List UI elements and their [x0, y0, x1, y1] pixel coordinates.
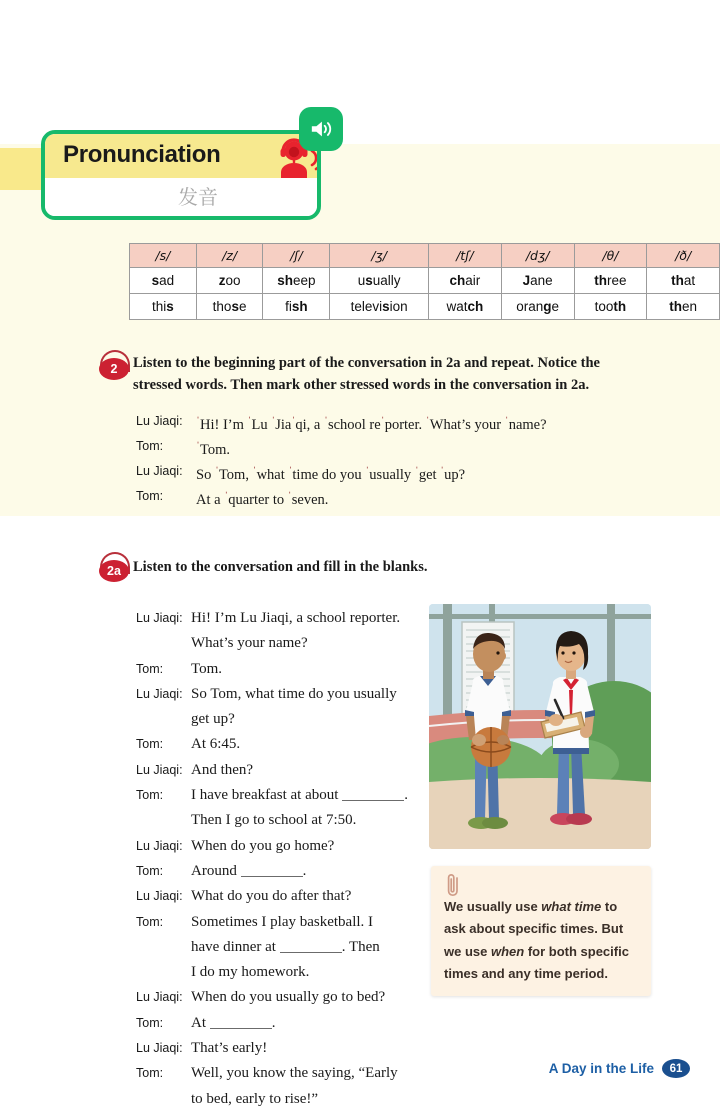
dialogue-speaker	[136, 707, 191, 731]
phonetics-word-cell: Jane	[501, 268, 574, 294]
pronunciation-title: Pronunciation	[63, 141, 221, 168]
dialogue-speaker: Tom:	[136, 488, 164, 503]
stress-mark: ˈ	[288, 463, 293, 478]
dialogue-speaker: Lu Jiaqi:	[136, 686, 183, 701]
dialogue-line	[136, 783, 436, 807]
dialogue-line	[136, 437, 606, 461]
stress-mark: ˈ	[440, 463, 445, 478]
dialogue-speaker	[136, 631, 191, 655]
phonetics-word-cell: zoo	[196, 268, 263, 294]
phonetics-word-cell: three	[574, 268, 647, 294]
phonetics-word-row	[130, 268, 720, 294]
pronunciation-header-box	[41, 130, 321, 220]
dialogue-text: At .	[191, 1011, 436, 1035]
dialogue-line	[136, 1087, 436, 1111]
dialogue-text: Hi! I’m Lu Jiaqi, a school reporter.	[191, 610, 401, 626]
stress-mark: ˈ	[425, 414, 430, 428]
dialogue-speaker: Tom:	[136, 914, 164, 929]
dialogue-line	[136, 960, 436, 984]
dialogue-text: Around .	[191, 859, 436, 883]
stress-mark: ˈ	[414, 463, 419, 478]
stress-mark: ˈ	[365, 463, 370, 478]
phonetics-word-cell: those	[196, 294, 263, 320]
language-note-box	[431, 866, 651, 996]
dialogue-text: Then I go to school at 7:50.	[191, 812, 357, 829]
pronunciation-title-chinese: 发音	[178, 185, 218, 209]
stress-mark: ˈ	[247, 414, 252, 428]
dialogue-speaker: Lu Jiaqi:	[136, 838, 183, 853]
dialogue-text: Sometimes I play basketball. I	[191, 913, 374, 930]
dialogue-line	[136, 910, 436, 934]
dialogue-speaker: Tom:	[136, 737, 164, 752]
dialogue-speaker: Tom:	[136, 1015, 164, 1030]
dialogue-text: At 6:45.	[191, 736, 241, 753]
phonetics-word-cell: that	[647, 268, 720, 294]
dialogue-text: And then?	[191, 761, 254, 778]
badge-number: 2	[99, 358, 129, 380]
dialogue-speaker: Tom:	[136, 788, 164, 803]
dialogue-text: I do my homework.	[191, 964, 310, 981]
dialogue-text: Well, you know the saying, “Early	[191, 1065, 398, 1082]
stress-mark: ˈ	[196, 414, 200, 428]
dialogue-speaker: Lu Jiaqi:	[136, 611, 183, 625]
dialogue-speaker: Lu Jiaqi:	[136, 414, 183, 428]
dialogue-line	[136, 707, 436, 731]
dialogue-speaker	[136, 960, 191, 984]
dialogue-line	[136, 808, 436, 832]
students-interview-illustration	[429, 604, 651, 849]
phonetic-symbol: /ð/	[647, 244, 720, 268]
dialogue-line	[136, 732, 436, 756]
phonetic-symbol: /ʒ/	[330, 244, 429, 268]
phonetic-symbol: /ʃ/	[263, 244, 330, 268]
exercise-badge-2a	[98, 552, 132, 582]
phonetics-word-cell: sad	[130, 268, 197, 294]
stress-mark: ˈ	[196, 438, 200, 453]
phonetic-symbol: /z/	[196, 244, 263, 268]
fill-in-blank[interactable]	[342, 785, 404, 801]
page-footer	[549, 1059, 690, 1078]
stress-mark: ˈ	[291, 414, 296, 428]
unit-title: A Day in the Life	[548, 1061, 654, 1076]
dialogue-speaker: Lu Jiaqi:	[136, 1041, 183, 1056]
phonetics-word-cell: watch	[428, 294, 501, 320]
phonetics-word-cell: chair	[428, 268, 501, 294]
phonetics-table	[129, 243, 720, 320]
dialogue-line	[136, 606, 436, 630]
phonetic-symbol: /tʃ/	[428, 244, 501, 268]
dialogue-line	[136, 412, 606, 436]
dialogue-speaker: Lu Jiaqi:	[136, 889, 183, 904]
exercise2-instruction: Listen to the beginning part of the conversation in 2a and repeat. Notice the stressed words. Then mark other stressed words in the conversation in 2a.	[133, 355, 600, 394]
stress-mark: ˈ	[271, 414, 276, 428]
dialogue-text: I have breakfast at about .	[191, 783, 436, 807]
phonetics-word-row	[130, 294, 720, 320]
phonetics-word-cell: then	[647, 294, 720, 320]
phonetics-header-row	[130, 244, 720, 268]
stress-mark: ˈ	[252, 463, 257, 478]
phonetics-word-cell: tooth	[574, 294, 647, 320]
dialogue-line	[136, 884, 436, 908]
paperclip-icon	[443, 872, 463, 896]
phonetics-word-cell: this	[130, 294, 197, 320]
dialogue-line	[136, 487, 606, 511]
dialogue-speaker: Tom:	[136, 1066, 164, 1081]
dialogue-line	[136, 1036, 436, 1060]
phonetic-symbol: /s/	[130, 244, 197, 268]
dialogue-line	[136, 1061, 436, 1085]
phonetics-word-cell: fish	[263, 294, 330, 320]
dialogue-text: When do you usually go to bed?	[191, 989, 386, 1006]
dialogue-text: get up?	[191, 711, 235, 728]
stress-mark: ˈ	[214, 463, 219, 478]
dialogue-line	[136, 935, 436, 959]
phonetics-word-cell: sheep	[263, 268, 330, 294]
page-number-badge: 61	[662, 1059, 690, 1078]
dialogue-line	[136, 834, 436, 858]
stress-mark: ˈ	[224, 488, 229, 503]
dialogue-line	[136, 1011, 436, 1035]
dialogue-text: $^ˈ$Tom.	[196, 438, 230, 458]
dialogue-text: So $^ˈ$Tom, $^ˈ$what $^ˈ$time do you $^ˈ$usually $^ˈ$get $^ˈ$up?	[196, 463, 466, 483]
dialogue-text: to bed, early to rise!”	[191, 1090, 319, 1107]
exercise2-dialogue	[136, 412, 606, 511]
speaker-icon[interactable]	[299, 107, 343, 151]
phonetics-word-cell: orange	[501, 294, 574, 320]
dialogue-speaker: Tom:	[136, 438, 164, 453]
dialogue-line	[136, 859, 436, 883]
pronunciation-title-band	[45, 134, 317, 178]
fill-in-blank[interactable]	[241, 861, 303, 877]
pronunciation-subtitle-band	[45, 178, 317, 216]
dialogue-line	[136, 462, 606, 486]
phonetic-symbol: /θ/	[574, 244, 647, 268]
dialogue-line	[136, 657, 436, 681]
dialogue-text: Tom.	[191, 660, 223, 677]
dialogue-text: What do you do after that?	[191, 888, 352, 905]
stress-mark: ˈ	[323, 414, 328, 428]
dialogue-speaker	[136, 808, 191, 832]
fill-in-blank[interactable]	[280, 937, 342, 953]
note-emphasis: when	[490, 943, 525, 959]
stress-mark: ˈ	[504, 414, 509, 428]
dialogue-line	[136, 631, 436, 655]
dialogue-speaker: Tom:	[136, 863, 164, 878]
phonetics-word-cell: television	[330, 294, 429, 320]
dialogue-line	[136, 758, 436, 782]
dialogue-speaker: Tom:	[136, 661, 164, 676]
dialogue-speaker: Lu Jiaqi:	[136, 762, 183, 777]
dialogue-speaker: Lu Jiaqi:	[136, 463, 183, 478]
dialogue-text: When do you go home?	[191, 837, 335, 854]
dialogue-text: At a $^ˈ$quarter to $^ˈ$seven.	[196, 488, 329, 508]
fill-in-blank[interactable]	[210, 1013, 272, 1029]
dialogue-speaker: Lu Jiaqi:	[136, 990, 183, 1005]
exercise2a-instruction: Listen to the conversation and fill in the blanks.	[133, 559, 428, 575]
dialogue-line	[136, 985, 436, 1009]
dialogue-speaker	[136, 935, 191, 959]
dialogue-text: That’s early!	[191, 1040, 268, 1057]
phonetic-symbol: /dʒ/	[501, 244, 574, 268]
exercise-badge-2	[98, 350, 132, 380]
badge-number: 2a	[99, 560, 129, 582]
stress-mark: ˈ	[287, 488, 292, 503]
stress-mark: ˈ	[380, 414, 385, 428]
dialogue-text: $^ˈ$Hi! I’m $^ˈ$Lu $^ˈ$Jia$^ˈ$qi, a $^ˈ$school $re^ˈporter$. $^ˈ$What’s your $^ˈ$name?	[196, 414, 547, 433]
dialogue-text: What’s your name?	[191, 635, 308, 652]
dialogue-text: have dinner at . Then	[191, 935, 436, 959]
dialogue-line	[136, 682, 436, 706]
phonetics-word-cell: usually	[330, 268, 429, 294]
exercise2a-dialogue	[136, 606, 436, 1112]
note-emphasis: what time	[541, 899, 602, 914]
dialogue-text: So Tom, what time do you usually	[191, 685, 397, 702]
dialogue-speaker	[136, 1087, 191, 1111]
language-note-text: We usually use what time to ask about specific times. But we use when for both specific times and any time period.	[444, 899, 629, 982]
